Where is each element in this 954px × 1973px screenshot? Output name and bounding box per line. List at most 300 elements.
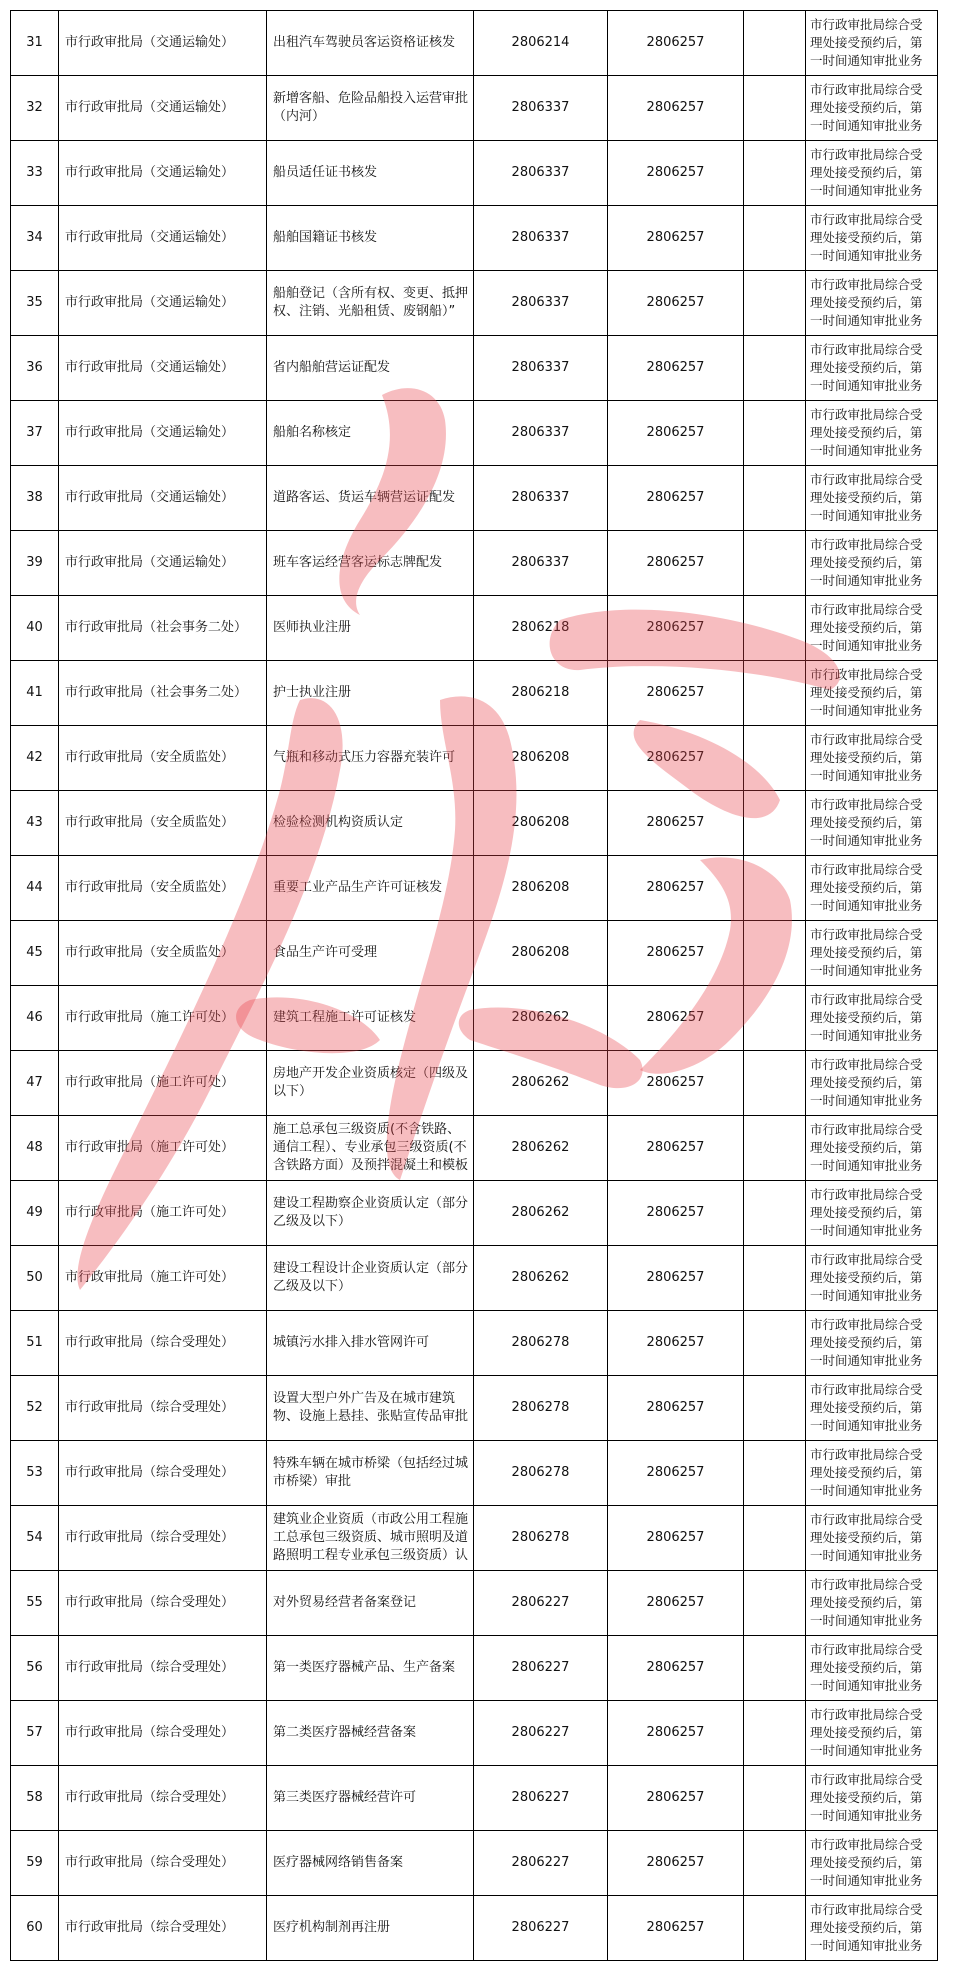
office-cell-text: 市行政审批局（交通运输处） (65, 100, 235, 115)
office-cell (59, 1441, 267, 1506)
row-number (11, 1896, 59, 1961)
office-cell-text: 市行政审批局（施工许可处） (65, 1140, 235, 1155)
row-number (11, 726, 59, 791)
handling-note-cell-text: 市行政审批局综合受理处接受预约后，第一时间通知审批业务 (810, 1382, 923, 1433)
contact-phone-cell-text: 2806257 (646, 1335, 705, 1350)
table-row (11, 1831, 938, 1896)
item-name-cell-text: 医疗器械网络销售备案 (273, 1855, 404, 1870)
handling-note-cell (806, 1506, 938, 1571)
item-name-cell-text: 船舶名称核定 (273, 425, 352, 440)
phone-cell-text: 2806278 (511, 1465, 570, 1480)
item-name-cell (267, 921, 474, 986)
item-name-cell (267, 1181, 474, 1246)
item-name-cell (267, 141, 474, 206)
contact-phone-cell-text: 2806257 (646, 295, 705, 310)
row-number-text: 42 (26, 750, 43, 765)
table-row (11, 1051, 938, 1116)
empty-cell (744, 596, 806, 661)
phone-cell-text: 2806337 (511, 490, 570, 505)
contact-phone-cell (608, 1116, 744, 1181)
phone-cell (474, 531, 608, 596)
empty-cell (744, 531, 806, 596)
office-cell-text: 市行政审批局（综合受理处） (65, 1855, 235, 1870)
row-number-text: 32 (26, 100, 43, 115)
phone-cell (474, 1051, 608, 1116)
table-row (11, 726, 938, 791)
handling-note-cell-text: 市行政审批局综合受理处接受预约后，第一时间通知审批业务 (810, 1317, 923, 1368)
empty-cell (744, 986, 806, 1051)
handling-note-cell (806, 1311, 938, 1376)
phone-cell (474, 596, 608, 661)
office-cell-text: 市行政审批局（交通运输处） (65, 35, 235, 50)
table-row (11, 596, 938, 661)
contact-phone-cell-text: 2806257 (646, 1205, 705, 1220)
handling-note-cell-text: 市行政审批局综合受理处接受预约后，第一时间通知审批业务 (810, 1902, 923, 1953)
item-name-cell (267, 466, 474, 531)
contact-phone-cell (608, 596, 744, 661)
table-row (11, 206, 938, 271)
handling-note-cell (806, 271, 938, 336)
handling-note-cell-text: 市行政审批局综合受理处接受预约后，第一时间通知审批业务 (810, 732, 923, 783)
contact-phone-cell-text: 2806257 (646, 490, 705, 505)
row-number (11, 1441, 59, 1506)
office-cell (59, 1181, 267, 1246)
contact-phone-cell (608, 1831, 744, 1896)
empty-cell (744, 1116, 806, 1181)
office-cell (59, 1311, 267, 1376)
empty-cell (744, 11, 806, 76)
office-cell-text: 市行政审批局（综合受理处） (65, 1595, 235, 1610)
row-number (11, 856, 59, 921)
item-name-cell (267, 531, 474, 596)
office-cell-text: 市行政审批局（安全质监处） (65, 750, 235, 765)
office-cell (59, 141, 267, 206)
handling-note-cell (806, 596, 938, 661)
contact-phone-cell-text: 2806257 (646, 685, 705, 700)
office-cell (59, 661, 267, 726)
handling-note-cell-text: 市行政审批局综合受理处接受预约后，第一时间通知审批业务 (810, 1642, 923, 1693)
handling-note-cell-text: 市行政审批局综合受理处接受预约后，第一时间通知审批业务 (810, 407, 923, 458)
contact-phone-cell-text: 2806257 (646, 1530, 705, 1545)
contact-phone-cell (608, 1896, 744, 1961)
contact-phone-cell (608, 401, 744, 466)
office-cell-text: 市行政审批局（施工许可处） (65, 1075, 235, 1090)
empty-cell (744, 921, 806, 986)
phone-cell-text: 2806337 (511, 165, 570, 180)
phone-cell (474, 206, 608, 271)
phone-cell (474, 401, 608, 466)
item-name-cell (267, 206, 474, 271)
row-number-text: 55 (26, 1595, 43, 1610)
empty-cell (744, 1701, 806, 1766)
phone-cell-text: 2806227 (511, 1660, 570, 1675)
contact-phone-cell (608, 1636, 744, 1701)
row-number (11, 1311, 59, 1376)
contact-phone-cell-text: 2806257 (646, 1010, 705, 1025)
empty-cell (744, 1376, 806, 1441)
item-name-cell (267, 596, 474, 661)
row-number-text: 31 (26, 35, 43, 50)
phone-cell-text: 2806227 (511, 1595, 570, 1610)
phone-cell (474, 1896, 608, 1961)
item-name-cell (267, 1896, 474, 1961)
phone-cell (474, 986, 608, 1051)
table-row (11, 531, 938, 596)
handling-note-cell-text: 市行政审批局综合受理处接受预约后，第一时间通知审批业务 (810, 17, 923, 68)
contact-phone-cell (608, 661, 744, 726)
handling-note-cell (806, 1896, 938, 1961)
contact-phone-cell-text: 2806257 (646, 230, 705, 245)
office-cell (59, 1376, 267, 1441)
phone-cell (474, 791, 608, 856)
contact-phone-cell (608, 1181, 744, 1246)
phone-cell (474, 76, 608, 141)
item-name-cell (267, 76, 474, 141)
row-number-text: 49 (26, 1205, 43, 1220)
row-number-text: 40 (26, 620, 43, 635)
office-cell (59, 986, 267, 1051)
item-name-cell (267, 1246, 474, 1311)
phone-cell (474, 1311, 608, 1376)
handling-note-cell (806, 1766, 938, 1831)
table-row (11, 1246, 938, 1311)
office-cell-text: 市行政审批局（施工许可处） (65, 1010, 235, 1025)
contact-phone-cell-text: 2806257 (646, 165, 705, 180)
phone-cell (474, 1441, 608, 1506)
contact-phone-cell (608, 11, 744, 76)
office-cell (59, 791, 267, 856)
handling-note-cell-text: 市行政审批局综合受理处接受预约后，第一时间通知审批业务 (810, 342, 923, 393)
item-name-cell-text: 船舶国籍证书核发 (273, 230, 378, 245)
item-name-cell (267, 271, 474, 336)
row-number (11, 11, 59, 76)
item-name-cell (267, 1701, 474, 1766)
row-number-text: 59 (26, 1855, 43, 1870)
phone-cell-text: 2806262 (511, 1075, 570, 1090)
table-row (11, 76, 938, 141)
item-name-cell-text: 班车客运经营客运标志牌配发 (273, 555, 443, 570)
handling-note-cell-text: 市行政审批局综合受理处接受预约后，第一时间通知审批业务 (810, 862, 923, 913)
contact-phone-cell (608, 1051, 744, 1116)
contact-phone-cell (608, 1571, 744, 1636)
approval-items-table (10, 10, 938, 1961)
table-row (11, 661, 938, 726)
item-name-cell (267, 791, 474, 856)
office-cell (59, 206, 267, 271)
table-row (11, 466, 938, 531)
phone-cell (474, 1831, 608, 1896)
contact-phone-cell-text: 2806257 (646, 1465, 705, 1480)
row-number-text: 51 (26, 1335, 43, 1350)
office-cell-text: 市行政审批局（交通运输处） (65, 555, 235, 570)
table-row (11, 1181, 938, 1246)
empty-cell (744, 1766, 806, 1831)
handling-note-cell-text: 市行政审批局综合受理处接受预约后，第一时间通知审批业务 (810, 1057, 923, 1108)
table-row (11, 1896, 938, 1961)
handling-note-cell-text: 市行政审批局综合受理处接受预约后，第一时间通知审批业务 (810, 537, 923, 588)
phone-cell (474, 1246, 608, 1311)
row-number (11, 921, 59, 986)
contact-phone-cell (608, 336, 744, 401)
table-body (11, 11, 938, 1961)
contact-phone-cell (608, 466, 744, 531)
row-number-text: 47 (26, 1075, 43, 1090)
item-name-cell-text: 重要工业产品生产许可证核发 (273, 880, 443, 895)
item-name-cell (267, 336, 474, 401)
contact-phone-cell (608, 791, 744, 856)
office-cell-text: 市行政审批局（综合受理处） (65, 1465, 235, 1480)
item-name-cell-text: 第一类医疗器械产品、生产备案 (273, 1660, 456, 1675)
handling-note-cell-text: 市行政审批局综合受理处接受预约后，第一时间通知审批业务 (810, 602, 923, 653)
phone-cell (474, 726, 608, 791)
handling-note-cell (806, 1116, 938, 1181)
table-row (11, 1311, 938, 1376)
item-name-cell (267, 1116, 474, 1181)
handling-note-cell (806, 726, 938, 791)
phone-cell-text: 2806227 (511, 1725, 570, 1740)
table-row (11, 791, 938, 856)
handling-note-cell-text: 市行政审批局综合受理处接受预约后，第一时间通知审批业务 (810, 927, 923, 978)
handling-note-cell (806, 1636, 938, 1701)
contact-phone-cell (608, 271, 744, 336)
contact-phone-cell (608, 986, 744, 1051)
table-row (11, 1571, 938, 1636)
item-name-cell-text: 对外贸易经营者备案登记 (273, 1595, 417, 1610)
phone-cell-text: 2806337 (511, 425, 570, 440)
handling-note-cell (806, 531, 938, 596)
empty-cell (744, 1636, 806, 1701)
phone-cell (474, 1571, 608, 1636)
empty-cell (744, 1181, 806, 1246)
contact-phone-cell (608, 206, 744, 271)
phone-cell-text: 2806337 (511, 555, 570, 570)
phone-cell (474, 1636, 608, 1701)
item-name-cell-text: 设置大型户外广告及在城市建筑物、设施上悬挂、张贴宣传品审批 (273, 1391, 469, 1424)
item-name-cell-text: 新增客船、危险品船投入运营审批（内河） (273, 91, 469, 124)
row-number-text: 58 (26, 1790, 43, 1805)
row-number-text: 54 (26, 1530, 43, 1545)
item-name-cell-text: 建设工程勘察企业资质认定（部分乙级及以下） (273, 1196, 469, 1229)
table-row (11, 1766, 938, 1831)
handling-note-cell (806, 791, 938, 856)
office-cell-text: 市行政审批局（综合受理处） (65, 1530, 235, 1545)
handling-note-cell (806, 1376, 938, 1441)
table-row (11, 1636, 938, 1701)
item-name-cell-text: 船舶登记（含所有权、变更、抵押权、注销、光船租赁、废钢船）” (273, 286, 469, 319)
contact-phone-cell-text: 2806257 (646, 945, 705, 960)
empty-cell (744, 1831, 806, 1896)
handling-note-cell-text: 市行政审批局综合受理处接受预约后，第一时间通知审批业务 (810, 147, 923, 198)
contact-phone-cell (608, 531, 744, 596)
office-cell (59, 1636, 267, 1701)
empty-cell (744, 206, 806, 271)
office-cell-text: 市行政审批局（安全质监处） (65, 880, 235, 895)
item-name-cell-text: 建筑业企业资质（市政公用工程施工总承包三级资质、城市照明及道路照明工程专业承包三级资质）认 (273, 1512, 469, 1563)
item-name-cell-text: 建筑工程施工许可证核发 (273, 1010, 417, 1025)
phone-cell-text: 2806337 (511, 360, 570, 375)
empty-cell (744, 791, 806, 856)
handling-note-cell-text: 市行政审批局综合受理处接受预约后，第一时间通知审批业务 (810, 212, 923, 263)
handling-note-cell-text: 市行政审批局综合受理处接受预约后，第一时间通知审批业务 (810, 1122, 923, 1173)
contact-phone-cell (608, 1441, 744, 1506)
table-row (11, 921, 938, 986)
phone-cell (474, 661, 608, 726)
contact-phone-cell-text: 2806257 (646, 1790, 705, 1805)
office-cell-text: 市行政审批局（社会事务二处） (65, 620, 248, 635)
empty-cell (744, 1571, 806, 1636)
phone-cell (474, 11, 608, 76)
handling-note-cell (806, 336, 938, 401)
handling-note-cell (806, 856, 938, 921)
row-number (11, 76, 59, 141)
contact-phone-cell-text: 2806257 (646, 360, 705, 375)
office-cell-text: 市行政审批局（综合受理处） (65, 1335, 235, 1350)
item-name-cell-text: 气瓶和移动式压力容器充装许可 (273, 750, 456, 765)
row-number (11, 1701, 59, 1766)
contact-phone-cell (608, 1701, 744, 1766)
item-name-cell (267, 1376, 474, 1441)
handling-note-cell-text: 市行政审批局综合受理处接受预约后，第一时间通知审批业务 (810, 992, 923, 1043)
contact-phone-cell (608, 856, 744, 921)
item-name-cell-text: 第三类医疗器械经营许可 (273, 1790, 417, 1805)
empty-cell (744, 1246, 806, 1311)
empty-cell (744, 1441, 806, 1506)
phone-cell-text: 2806262 (511, 1010, 570, 1025)
contact-phone-cell-text: 2806257 (646, 1400, 705, 1415)
handling-note-cell (806, 921, 938, 986)
contact-phone-cell (608, 1376, 744, 1441)
item-name-cell-text: 医疗机构制剂再注册 (273, 1920, 391, 1935)
document-page (10, 10, 937, 1961)
phone-cell-text: 2806262 (511, 1270, 570, 1285)
item-name-cell-text: 护士执业注册 (273, 685, 352, 700)
contact-phone-cell-text: 2806257 (646, 1595, 705, 1610)
handling-note-cell-text: 市行政审批局综合受理处接受预约后，第一时间通知审批业务 (810, 82, 923, 133)
row-number (11, 1636, 59, 1701)
phone-cell-text: 2806262 (511, 1205, 570, 1220)
office-cell (59, 336, 267, 401)
item-name-cell (267, 1571, 474, 1636)
phone-cell (474, 1766, 608, 1831)
phone-cell-text: 2806214 (511, 35, 570, 50)
contact-phone-cell (608, 141, 744, 206)
handling-note-cell-text: 市行政审批局综合受理处接受预约后，第一时间通知审批业务 (810, 1772, 923, 1823)
handling-note-cell (806, 1701, 938, 1766)
contact-phone-cell-text: 2806257 (646, 1075, 705, 1090)
contact-phone-cell-text: 2806257 (646, 1920, 705, 1935)
office-cell (59, 1051, 267, 1116)
row-number-text: 43 (26, 815, 43, 830)
item-name-cell-text: 道路客运、货运车辆营运证配发 (273, 490, 456, 505)
handling-note-cell (806, 986, 938, 1051)
phone-cell (474, 466, 608, 531)
row-number-text: 48 (26, 1140, 43, 1155)
table-row (11, 1376, 938, 1441)
office-cell (59, 1766, 267, 1831)
office-cell-text: 市行政审批局（综合受理处） (65, 1400, 235, 1415)
item-name-cell-text: 检验检测机构资质认定 (273, 815, 404, 830)
row-number (11, 466, 59, 531)
row-number (11, 1376, 59, 1441)
office-cell-text: 市行政审批局（综合受理处） (65, 1660, 235, 1675)
phone-cell (474, 1181, 608, 1246)
row-number-text: 33 (26, 165, 43, 180)
item-name-cell-text: 船员适任证书核发 (273, 165, 378, 180)
office-cell-text: 市行政审批局（施工许可处） (65, 1205, 235, 1220)
row-number (11, 986, 59, 1051)
phone-cell (474, 856, 608, 921)
office-cell (59, 1246, 267, 1311)
phone-cell-text: 2806227 (511, 1920, 570, 1935)
office-cell-text: 市行政审批局（综合受理处） (65, 1790, 235, 1805)
row-number (11, 336, 59, 401)
phone-cell-text: 2806278 (511, 1335, 570, 1350)
row-number-text: 38 (26, 490, 43, 505)
table-row (11, 1701, 938, 1766)
handling-note-cell (806, 466, 938, 531)
handling-note-cell (806, 1441, 938, 1506)
office-cell (59, 466, 267, 531)
phone-cell-text: 2806227 (511, 1855, 570, 1870)
office-cell-text: 市行政审批局（安全质监处） (65, 945, 235, 960)
contact-phone-cell (608, 1246, 744, 1311)
row-number (11, 1246, 59, 1311)
handling-note-cell-text: 市行政审批局综合受理处接受预约后，第一时间通知审批业务 (810, 472, 923, 523)
handling-note-cell (806, 1571, 938, 1636)
row-number-text: 37 (26, 425, 43, 440)
item-name-cell (267, 1441, 474, 1506)
contact-phone-cell-text: 2806257 (646, 35, 705, 50)
row-number-text: 57 (26, 1725, 43, 1740)
contact-phone-cell (608, 921, 744, 986)
handling-note-cell (806, 141, 938, 206)
table-row (11, 11, 938, 76)
phone-cell (474, 1506, 608, 1571)
row-number-text: 60 (26, 1920, 43, 1935)
item-name-cell (267, 11, 474, 76)
contact-phone-cell-text: 2806257 (646, 100, 705, 115)
row-number-text: 44 (26, 880, 43, 895)
empty-cell (744, 661, 806, 726)
handling-note-cell-text: 市行政审批局综合受理处接受预约后，第一时间通知审批业务 (810, 1837, 923, 1888)
row-number-text: 45 (26, 945, 43, 960)
office-cell (59, 1116, 267, 1181)
empty-cell (744, 726, 806, 791)
row-number (11, 791, 59, 856)
item-name-cell (267, 1051, 474, 1116)
item-name-cell-text: 省内船舶营运证配发 (273, 360, 391, 375)
office-cell (59, 856, 267, 921)
table-row (11, 271, 938, 336)
phone-cell-text: 2806262 (511, 1140, 570, 1155)
row-number (11, 596, 59, 661)
item-name-cell (267, 1766, 474, 1831)
item-name-cell-text: 建设工程设计企业资质认定（部分乙级及以下） (273, 1261, 469, 1294)
item-name-cell (267, 661, 474, 726)
item-name-cell-text: 施工总承包三级资质(不含铁路、通信工程）、专业承包三级资质(不含铁路方面）及预拌混凝土和模板 (273, 1122, 469, 1173)
phone-cell-text: 2806337 (511, 230, 570, 245)
office-cell (59, 11, 267, 76)
row-number-text: 34 (26, 230, 43, 245)
office-cell (59, 1701, 267, 1766)
row-number (11, 1051, 59, 1116)
row-number-text: 52 (26, 1400, 43, 1415)
phone-cell-text: 2806278 (511, 1400, 570, 1415)
office-cell-text: 市行政审批局（交通运输处） (65, 425, 235, 440)
item-name-cell-text: 第二类医疗器械经营备案 (273, 1725, 417, 1740)
row-number-text: 35 (26, 295, 43, 310)
office-cell (59, 271, 267, 336)
